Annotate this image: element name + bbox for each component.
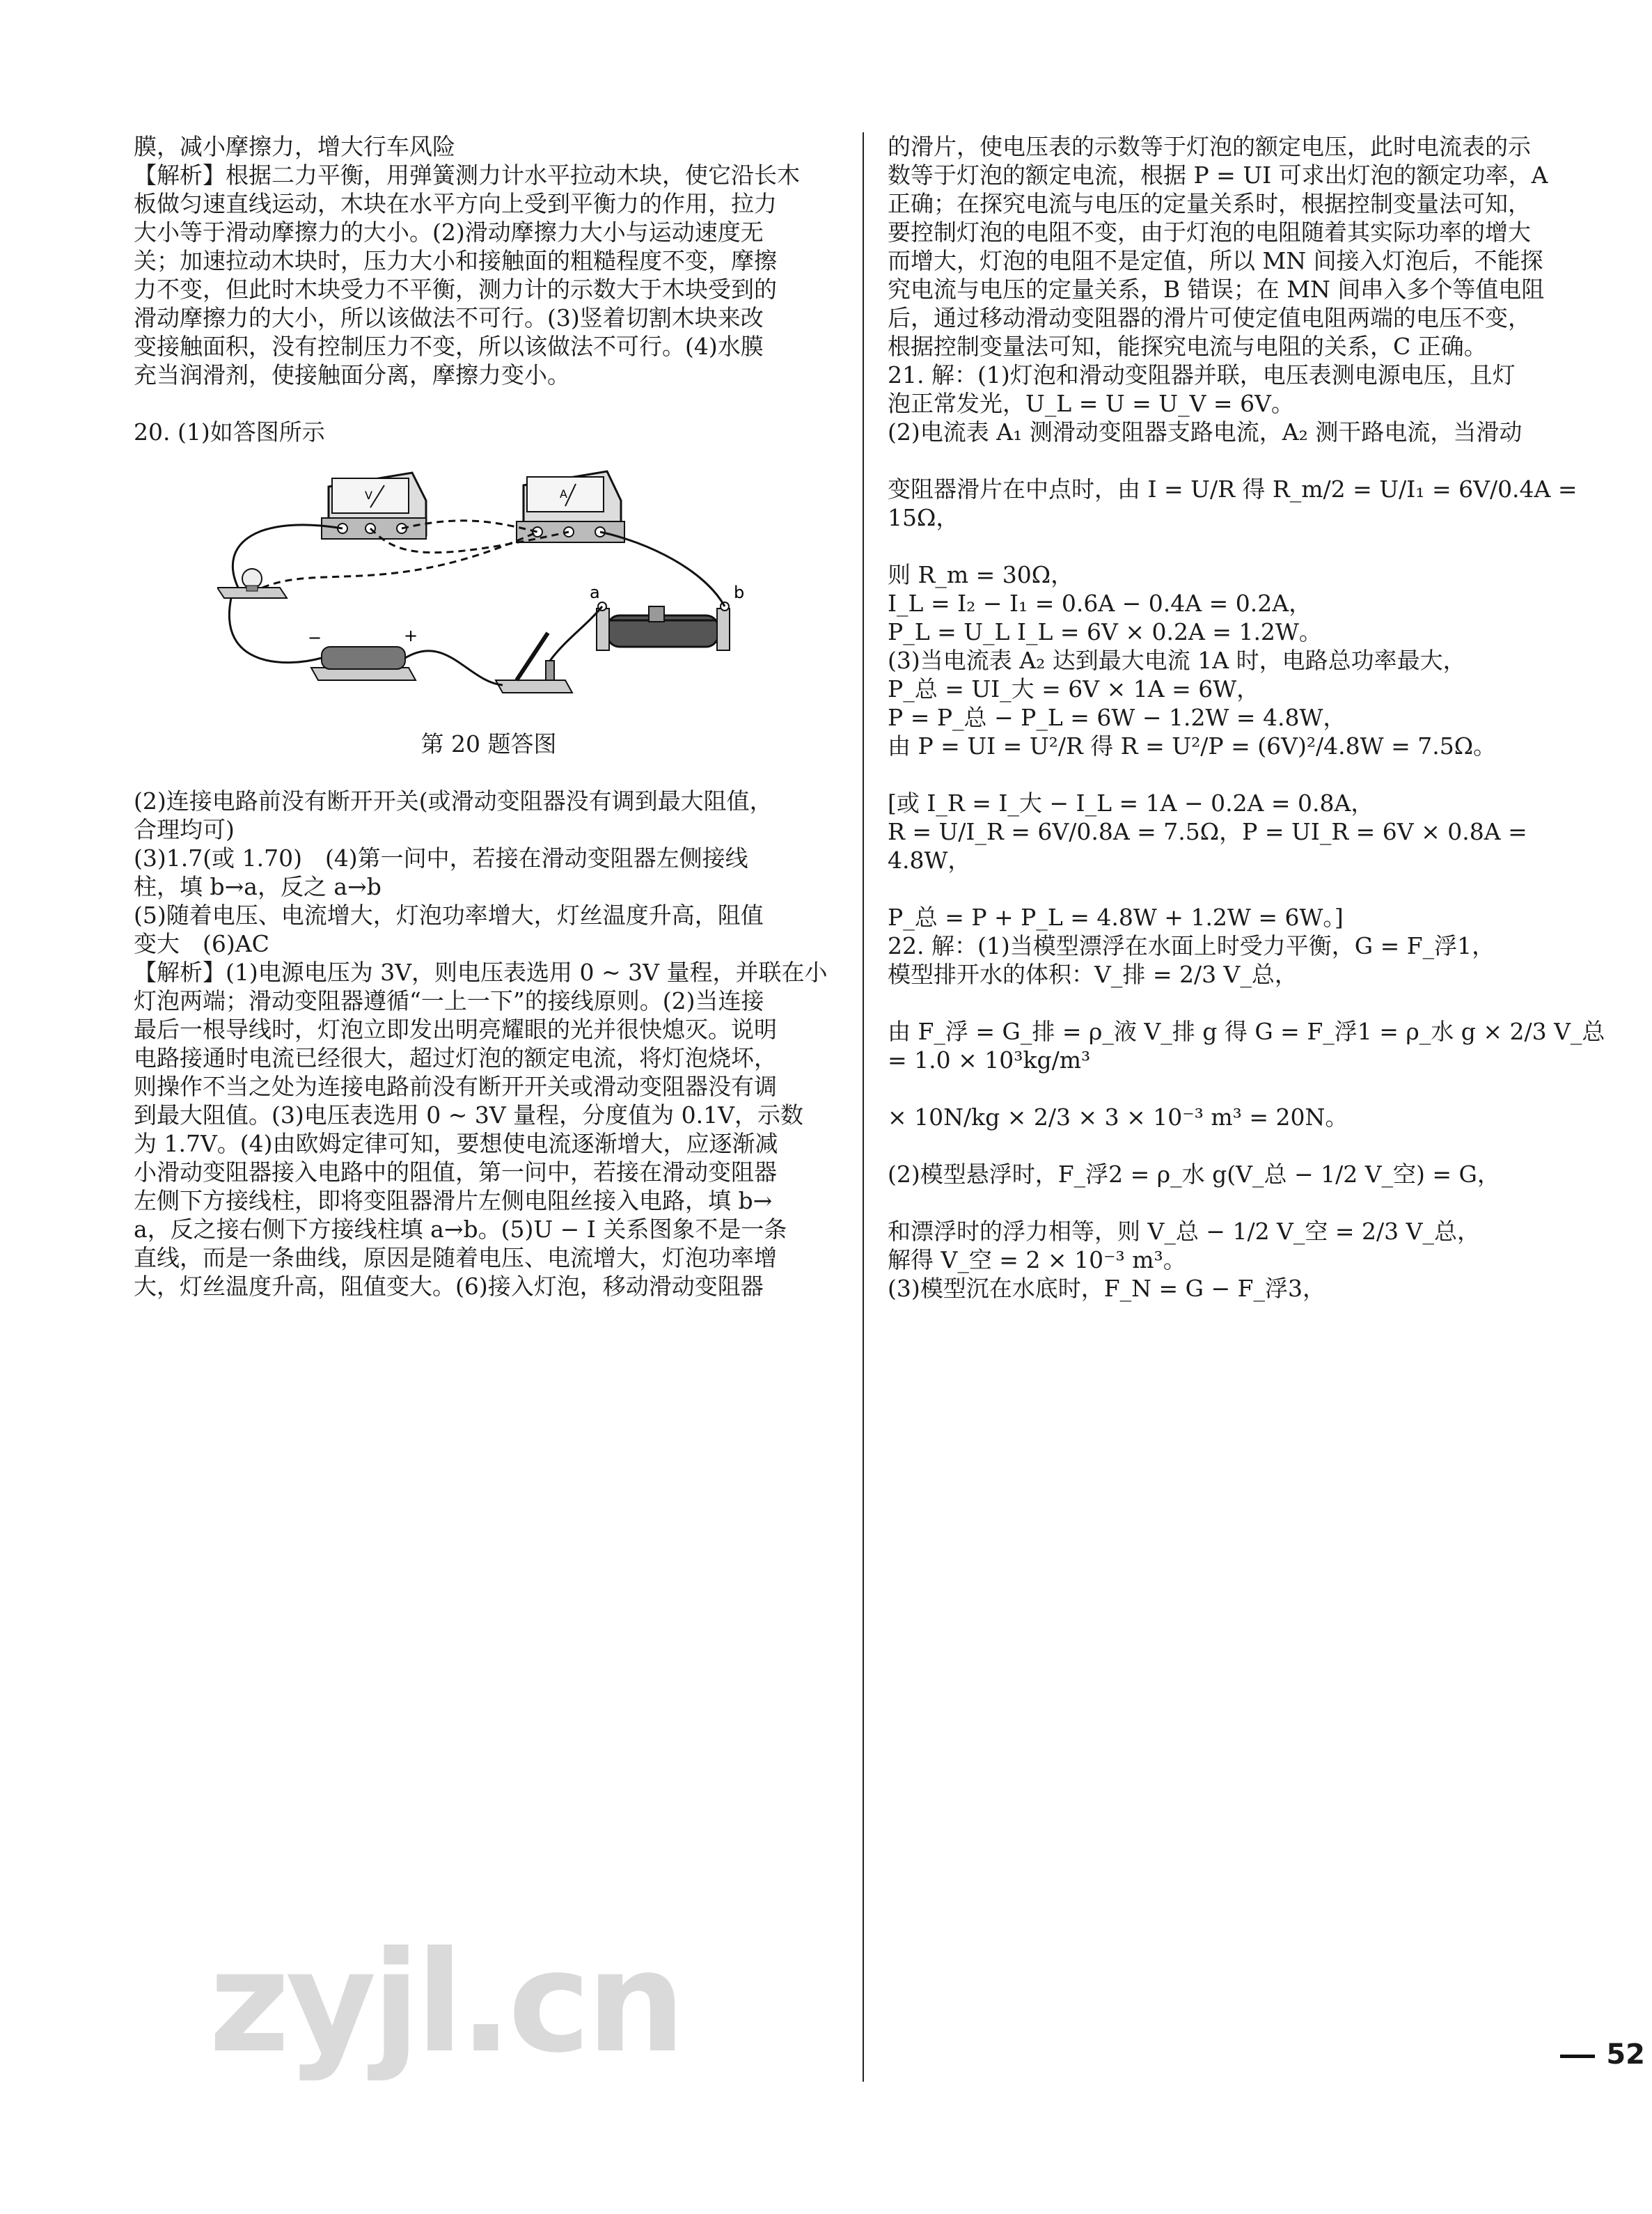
formula-line: (3)模型沉在水底时，F_N = G − F_浮3，: [888, 1275, 1326, 1302]
text-line: (2)连接电路前没有断开开关(或滑动变阻器没有调到最大阻值，: [134, 787, 773, 815]
page-number-value: 52: [1606, 2039, 1645, 2071]
formula-line: I_L = I₂ − I₁ = 0.6A − 0.4A = 0.2A，: [888, 590, 1312, 617]
right-column: [888, 132, 1608, 1303]
text-line: 根据控制变量法可知，能探究电流与电阻的关系，C 正确。: [888, 333, 1487, 360]
voltmeter: [322, 473, 426, 539]
figure-caption: 第 20 题答图: [420, 730, 557, 757]
text-line: 变大 (6)AC: [134, 930, 269, 957]
ammeter-label: A: [560, 487, 567, 501]
formula-line: 变阻器滑片在中点时，由 I = U/R 得 R_m/2 = U/I₁ = 6V/0.4A = 15Ω，: [888, 476, 1578, 531]
text-line: 而增大，灯泡的电阻不是定值，所以 MN 间接入灯泡后，不能探: [888, 247, 1543, 274]
page-number-dash: [1560, 2055, 1595, 2058]
text-line: 电路接通时电流已经很大，超过灯泡的额定电流，将灯泡烧坏，: [134, 1044, 777, 1071]
formula-line: 由 F_浮 = G_排 = ρ_液 V_排 g 得 G = F_浮1 = ρ_水 g × 2/3 V_总 = 1.0 × 10³kg/m³: [888, 1018, 1605, 1074]
text-line: 【解析】(1)电源电压为 3V，则电压表选用 0 ~ 3V 量程，并联在小: [134, 959, 828, 986]
page-number: [1560, 2039, 1645, 2071]
text-line: 力不变，但此时木块受力不平衡，测力计的示数大于木块受到的: [134, 276, 777, 303]
text-line: (5)随着电压、电流增大，灯泡功率增大，灯丝温度升高，阻值: [134, 902, 764, 929]
formula-line: 模型排开水的体积：V_排 = 2/3 V_总，: [888, 961, 1298, 988]
formula-line: P = P_总 − P_L = 6W − 1.2W = 4.8W，: [888, 704, 1346, 731]
formula-line: 和漂浮时的浮力相等，则 V_总 − 1/2 V_空 = 2/3 V_总，: [888, 1218, 1480, 1245]
battery-plus-label: +: [404, 626, 418, 645]
formula-line: R = U/I_R = 6V/0.8A = 7.5Ω，P = UI_R = 6V × 0.8A = 4.8W，: [888, 818, 1527, 874]
switch: [496, 633, 572, 693]
text-line: 大小等于滑动摩擦力的大小。(2)滑动摩擦力大小与运动速度无: [134, 219, 764, 246]
text-line: 则操作不当之处为连接电路前没有断开开关或滑动变阻器没有调: [134, 1073, 777, 1100]
terminal-a-label: a: [590, 583, 600, 602]
text-line: 最后一根导线时，灯泡立即发出明亮耀眼的光并很快熄灭。说明: [134, 1016, 777, 1043]
formula-line: (2)模型悬浮时，F_浮2 = ρ_水 g(V_总 − 1/2 V_空) = G，: [888, 1161, 1500, 1188]
question-21-line: 21. 解：(1)灯泡和滑动变阻器并联，电压表测电源电压，且灯: [888, 361, 1516, 388]
formula-line: P_总 = UI_大 = 6V × 1A = 6W，: [888, 675, 1260, 702]
text-line: 合理均可): [134, 816, 235, 843]
formula-line: P_总 = P + P_L = 4.8W + 1.2W = 6W。]: [888, 904, 1344, 931]
question-22-line: 22. 解：(1)当模型漂浮在水面上时受力平衡，G = F_浮1，: [888, 932, 1495, 959]
watermark: zyjl.cn: [209, 1922, 682, 2084]
text-line: 到最大阻值。(3)电压表选用 0 ~ 3V 量程，分度值为 0.1V，示数: [134, 1101, 803, 1129]
formula-line: × 10N/kg × 2/3 × 3 × 10⁻³ m³ = 20N。: [888, 1104, 1348, 1131]
text-line: 的滑片，使电压表的示数等于灯泡的额定电压，此时电流表的示: [888, 133, 1531, 160]
text-line: 关；加速拉动木块时，压力大小和接触面的粗糙程度不变，摩擦: [134, 247, 777, 274]
text-line: 灯泡两端；滑动变阻器遵循“一上一下”的接线原则。(2)当连接: [134, 987, 764, 1014]
text-line: 【解析】根据二力平衡，用弹簧测力计水平拉动木块，使它沿长木: [134, 162, 800, 189]
formula-line: 由 P = UI = U²/R 得 R = U²/P = (6V)²/4.8W = 7.5Ω。: [888, 732, 1497, 760]
text-line: 左侧下方接线柱，即将变阻器滑片左侧电阻丝接入电路，填 b→: [134, 1187, 773, 1214]
text-line: 为 1.7V。(4)由欧姆定律可知，要想使电流逐渐增大，应逐渐减: [134, 1130, 778, 1157]
column-divider: [863, 132, 864, 2082]
text-line: (2)电流表 A₁ 测滑动变阻器支路电流，A₂ 测干路电流，当滑动: [888, 418, 1523, 446]
rheostat: [590, 583, 744, 650]
battery-minus-label: −: [308, 628, 322, 647]
text-line: 直线，而是一条曲线，原因是随着电压、电流增大，灯泡功率增: [134, 1244, 777, 1271]
text-line: 小滑动变阻器接入电路中的阻值，第一问中，若接在滑动变阻器: [134, 1159, 777, 1186]
text-line: 究电流与电压的定量关系，B 错误；在 MN 间串入多个等值电阻: [888, 276, 1545, 303]
text-line: (3)1.7(或 1.70) (4)第一问中，若接在滑动变阻器左侧接线: [134, 845, 748, 872]
text-line: 后，通过移动滑动变阻器的滑片可使定值电阻两端的电压不变，: [888, 304, 1531, 331]
text-line: 板做匀速直线运动，木块在水平方向上受到平衡力的作用，拉力: [134, 190, 777, 217]
formula-line: [或 I_R = I_大 − I_L = 1A − 0.2A = 0.8A，: [888, 790, 1374, 817]
text-line: 数等于灯泡的额定电流，根据 P = UI 可求出灯泡的额定功率，A: [888, 162, 1548, 189]
text-line: 大，灯丝温度升高，阻值变大。(6)接入灯泡，移动滑动变阻器: [134, 1273, 764, 1300]
circuit-diagram: [217, 459, 760, 713]
formula-line: 解得 V_空 = 2 × 10⁻³ m³。: [888, 1246, 1186, 1273]
voltmeter-label: V: [365, 489, 372, 502]
question-20-heading: 20. (1)如答图所示: [134, 418, 325, 446]
text-line: 变接触面积，没有控制压力不变，所以该做法不可行。(4)水膜: [134, 333, 764, 360]
text-line: 滑动摩擦力的大小，所以该做法不可行。(3)竖着切割木块来改: [134, 304, 764, 331]
terminal-b-label: b: [734, 583, 745, 602]
text-line: 正确；在探究电流与电压的定量关系时，根据控制变量法可知，: [888, 190, 1531, 217]
left-column: [134, 132, 844, 1301]
wires: [229, 521, 725, 685]
text-line: 柱，填 b→a，反之 a→b: [134, 873, 381, 900]
text-line: 充当润滑剂，使接触面分离，摩擦力变小。: [134, 361, 570, 388]
formula-line: 则 R_m = 30Ω，: [888, 561, 1074, 588]
text-line: (3)当电流表 A₂ 达到最大电流 1A 时，电路总功率最大，: [888, 647, 1466, 674]
formula-line: 泡正常发光，U_L = U = U_V = 6V。: [888, 390, 1294, 417]
text-line: a，反之接右侧下方接线柱填 a→b。(5)U − I 关系图象不是一条: [134, 1216, 787, 1243]
circuit-figure: [134, 459, 844, 713]
text-line: 膜，减小摩擦力，增大行车风险: [134, 133, 455, 160]
battery: [308, 626, 418, 680]
formula-line: P_L = U_L I_L = 6V × 0.2A = 1.2W。: [888, 618, 1322, 645]
text-line: 要控制灯泡的电阻不变，由于灯泡的电阻随着其实际功率的增大: [888, 219, 1531, 246]
